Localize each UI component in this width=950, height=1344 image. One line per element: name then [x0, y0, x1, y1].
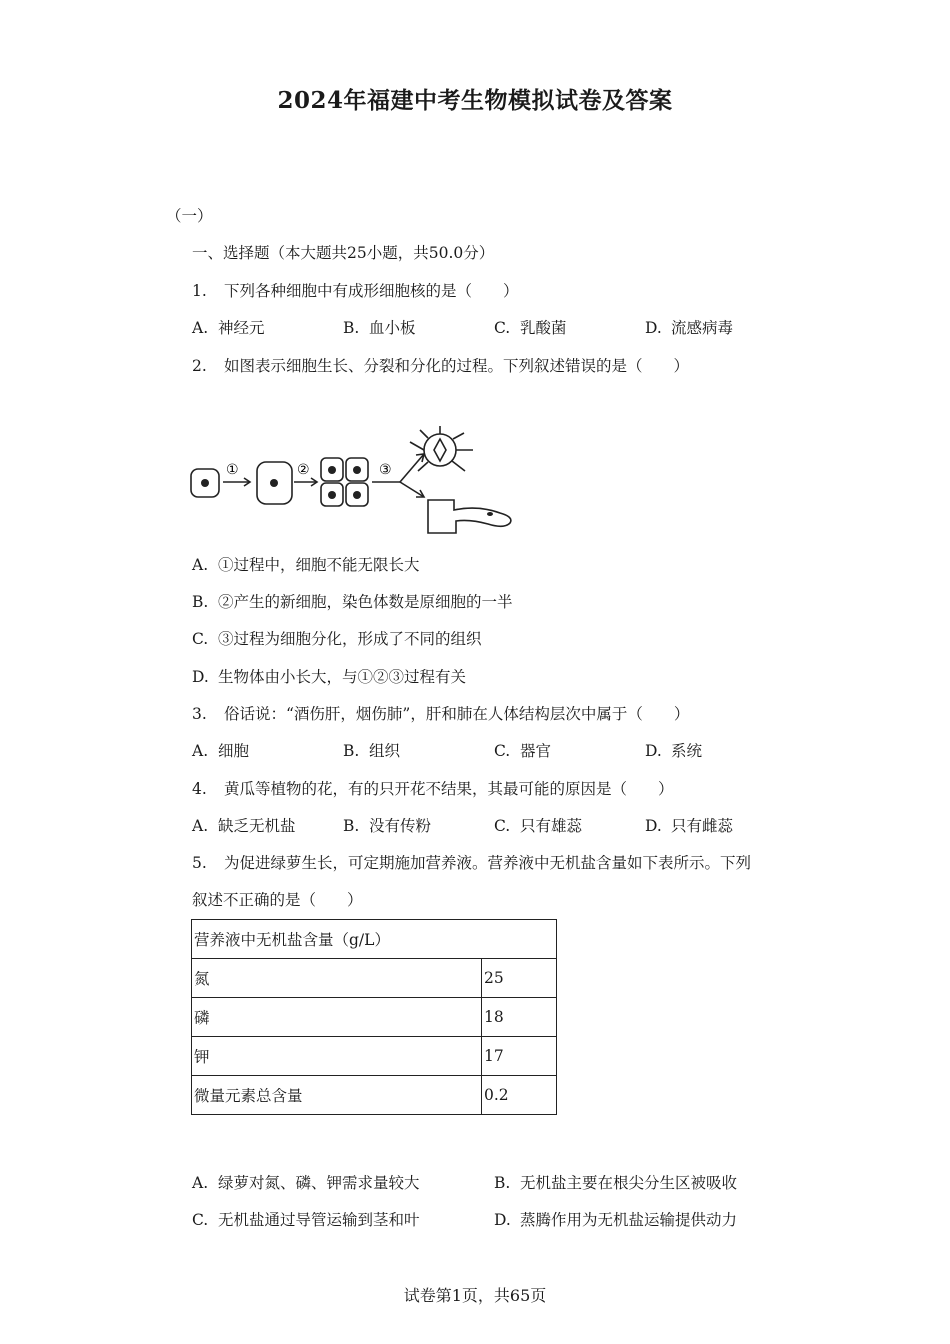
cell-process-diagram — [188, 425, 528, 540]
question-number: 1. — [192, 282, 207, 300]
table-cell-value: 18 — [482, 998, 557, 1037]
question-2 — [192, 356, 689, 376]
page-footer: 试卷第1页，共65页 — [403, 1286, 547, 1305]
question-1 — [192, 281, 519, 301]
option-5d[interactable]: D. 蒸腾作用为无机盐运输提供动力 — [494, 1211, 738, 1229]
option-4b[interactable]: B. 没有传粉 — [343, 817, 432, 835]
question-stem: 黄瓜等植物的花，有的只开花不结果，其最可能的原因是（ ） — [224, 780, 674, 798]
question-number: 5. — [192, 854, 207, 872]
question-stem: 为促进绿萝生长，可定期施加营养液。营养液中无机盐含量如下表所示。下列 — [224, 854, 752, 872]
option-3b[interactable]: B. 组织 — [343, 742, 401, 760]
table-cell-value: 17 — [482, 1037, 557, 1076]
table-cell-name: 氮 — [192, 959, 482, 998]
option-4a[interactable]: A. 缺乏无机盐 — [192, 817, 296, 835]
option-3a[interactable]: A. 细胞 — [192, 742, 250, 760]
option-3d[interactable]: D. 系统 — [645, 742, 703, 760]
option-4c[interactable]: C. 只有雄蕊 — [494, 817, 583, 835]
table-cell-name: 微量元素总含量 — [192, 1076, 482, 1115]
option-2a[interactable]: A. ①过程中，细胞不能无限长大 — [192, 556, 420, 574]
question-number: 3. — [192, 705, 207, 723]
question-5 — [192, 853, 751, 873]
step-1-label: ① — [226, 462, 239, 478]
option-1a[interactable]: A. 神经元 — [192, 319, 265, 337]
page-title: 2024年福建中考生物模拟试卷及答案 — [277, 87, 673, 114]
part-label: （一） — [166, 207, 213, 225]
section-heading: 一、选择题（本大题共25小题，共50.0分） — [192, 244, 495, 262]
question-number: 4. — [192, 780, 207, 798]
elongated-cell — [428, 500, 511, 533]
table-row — [192, 998, 557, 1037]
step-3-label: ③ — [379, 462, 392, 478]
question-4 — [192, 779, 674, 799]
option-5b[interactable]: B. 无机盐主要在根尖分生区被吸收 — [494, 1174, 738, 1192]
option-2d[interactable]: D. 生物体由小长大，与①②③过程有关 — [192, 668, 467, 686]
option-5c[interactable]: C. 无机盐通过导管运输到茎和叶 — [192, 1211, 420, 1229]
option-1c[interactable]: C. 乳酸菌 — [494, 319, 567, 337]
table-header: 营养液中无机盐含量（g/L） — [192, 920, 557, 959]
question-stem: 如图表示细胞生长、分裂和分化的过程。下列叙述错误的是（ ） — [224, 357, 690, 375]
step-2-label: ② — [297, 462, 310, 478]
table-row — [192, 1037, 557, 1076]
table-row — [192, 1076, 557, 1115]
option-2c[interactable]: C. ③过程为细胞分化，形成了不同的组织 — [192, 630, 482, 648]
table-cell-name: 磷 — [192, 998, 482, 1037]
question-3 — [192, 704, 689, 724]
table-cell-name: 钾 — [192, 1037, 482, 1076]
table-row — [192, 959, 557, 998]
question-stem: 下列各种细胞中有成形细胞核的是（ ） — [224, 282, 519, 300]
option-4d[interactable]: D. 只有雌蕊 — [645, 817, 734, 835]
table-cell-value: 0.2 — [482, 1076, 557, 1115]
option-3c[interactable]: C. 器官 — [494, 742, 552, 760]
nutrient-table — [191, 919, 557, 1115]
question-stem: 俗话说：“酒伤肝，烟伤肺”，肝和肺在人体结构层次中属于（ ） — [224, 705, 690, 723]
question-stem-continued: 叙述不正确的是（ ） — [192, 891, 363, 909]
option-5a[interactable]: A. 绿萝对氮、磷、钾需求量较大 — [192, 1174, 420, 1192]
option-1d[interactable]: D. 流感病毒 — [645, 319, 734, 337]
table-header-row — [192, 920, 557, 959]
question-number: 2. — [192, 357, 207, 375]
table-cell-value: 25 — [482, 959, 557, 998]
option-1b[interactable]: B. 血小板 — [343, 319, 416, 337]
option-2b[interactable]: B. ②产生的新细胞，染色体数是原细胞的一半 — [192, 593, 513, 611]
